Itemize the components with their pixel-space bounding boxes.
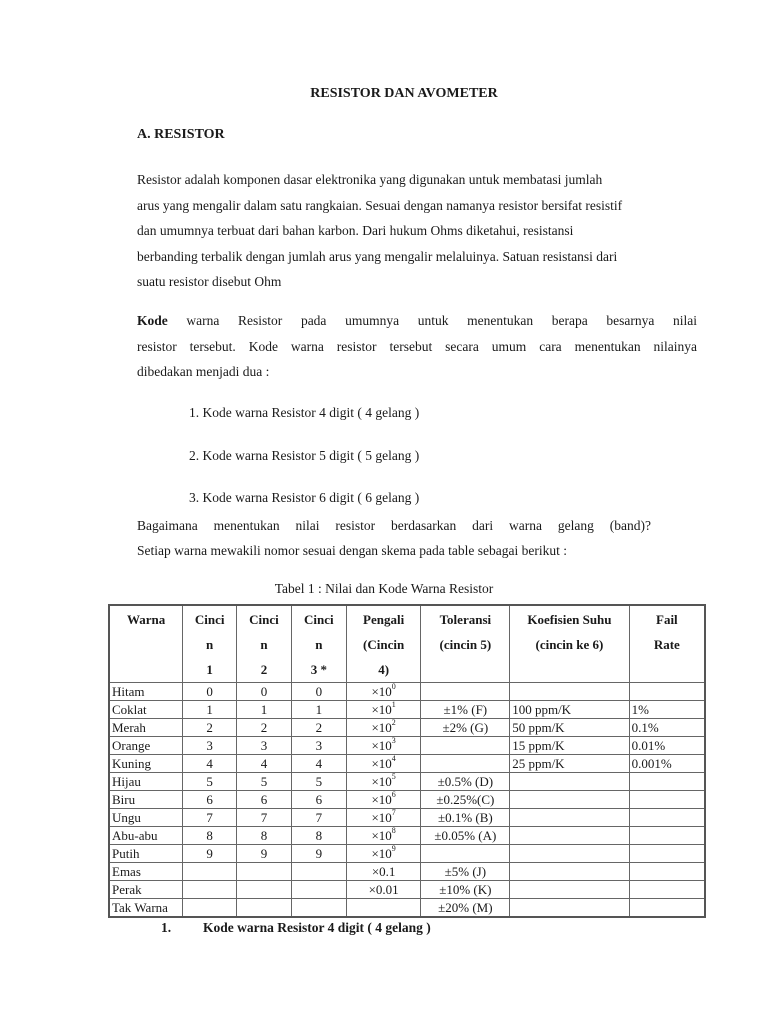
cell-koefisien-suhu bbox=[510, 791, 629, 809]
cell-cincin-2: 6 bbox=[237, 791, 292, 809]
cell-fail-rate: 1% bbox=[629, 701, 705, 719]
cell-cincin-3: 9 bbox=[291, 845, 346, 863]
resistor-color-table bbox=[108, 604, 706, 918]
cell-fail-rate bbox=[629, 791, 705, 809]
multiplier-exponent: 1 bbox=[391, 700, 396, 709]
cell-warna: Putih bbox=[109, 845, 183, 863]
multiplier-base: ×10 bbox=[371, 828, 392, 843]
cell-cincin-3 bbox=[291, 863, 346, 881]
cell-pengali bbox=[346, 683, 421, 701]
multiplier-base: ×0.1 bbox=[371, 864, 396, 879]
cell-toleransi: ±0.05% (A) bbox=[421, 827, 510, 845]
cell-pengali bbox=[346, 827, 421, 845]
cell-cincin-3: 2 bbox=[291, 719, 346, 737]
cell-cincin-2 bbox=[237, 899, 292, 918]
paragraph-line: dibedakan menjadi dua : bbox=[137, 364, 270, 379]
cell-cincin-1: 8 bbox=[183, 827, 237, 845]
cell-fail-rate bbox=[629, 899, 705, 918]
cell-cincin-3: 8 bbox=[291, 827, 346, 845]
cell-cincin-2: 8 bbox=[237, 827, 292, 845]
table-caption: Tabel 1 : Nilai dan Kode Warna Resistor bbox=[274, 581, 494, 596]
cell-toleransi: ±0.5% (D) bbox=[421, 773, 510, 791]
paragraph-color-code bbox=[137, 308, 697, 385]
cell-pengali bbox=[346, 737, 421, 755]
cell-toleransi bbox=[421, 845, 510, 863]
cell-cincin-2: 2 bbox=[237, 719, 292, 737]
table-row bbox=[109, 845, 705, 863]
cell-cincin-3 bbox=[291, 881, 346, 899]
table-row bbox=[109, 683, 705, 701]
cell-pengali bbox=[346, 899, 421, 918]
multiplier-base: ×0.01 bbox=[368, 882, 399, 897]
cell-toleransi bbox=[421, 755, 510, 773]
table-row bbox=[109, 773, 705, 791]
table-header-row bbox=[109, 605, 705, 683]
cell-toleransi: ±10% (K) bbox=[421, 881, 510, 899]
cell-koefisien-suhu bbox=[510, 773, 629, 791]
table-row bbox=[109, 827, 705, 845]
cell-pengali bbox=[346, 863, 421, 881]
multiplier-base: ×10 bbox=[371, 720, 392, 735]
cell-warna: Perak bbox=[109, 881, 183, 899]
paragraph-line: arus yang mengalir dalam satu rangkaian. Sesuai dengan namanya resistor bersifat resistif bbox=[137, 197, 623, 213]
paragraph-line: berbanding terbalik dengan jumlah arus yang mengalir melaluinya. Satuan resistansi dari bbox=[137, 248, 618, 264]
paragraph-line: Bagaimana menentukan nilai resistor berdasarkan dari warna gelang (band)? bbox=[137, 518, 651, 533]
cell-koefisien-suhu bbox=[510, 845, 629, 863]
multiplier-exponent: 0 bbox=[391, 682, 396, 691]
cell-cincin-3: 4 bbox=[291, 755, 346, 773]
paragraph-line: suatu resistor disebut Ohm bbox=[137, 274, 282, 289]
list-item: 3. Kode warna Resistor 6 digit ( 6 gelang ) bbox=[189, 490, 420, 505]
multiplier-exponent: 8 bbox=[391, 826, 396, 835]
cell-warna: Hijau bbox=[109, 773, 183, 791]
paragraph-text: warna Resistor pada umumnya untuk menentukan berapa besarnya nilai bbox=[167, 313, 697, 328]
cell-cincin-1: 0 bbox=[183, 683, 237, 701]
cell-pengali bbox=[346, 755, 421, 773]
cell-fail-rate: 0.01% bbox=[629, 737, 705, 755]
table-row bbox=[109, 791, 705, 809]
cell-cincin-2: 1 bbox=[237, 701, 292, 719]
cell-cincin-1: 9 bbox=[183, 845, 237, 863]
multiplier-base: ×10 bbox=[371, 684, 392, 699]
cell-toleransi: ±1% (F) bbox=[421, 701, 510, 719]
multiplier-base: ×10 bbox=[371, 702, 392, 717]
cell-pengali bbox=[346, 701, 421, 719]
cell-cincin-2: 9 bbox=[237, 845, 292, 863]
cell-fail-rate bbox=[629, 827, 705, 845]
cell-warna: Tak Warna bbox=[109, 899, 183, 918]
cell-cincin-1: 6 bbox=[183, 791, 237, 809]
cell-koefisien-suhu bbox=[510, 683, 629, 701]
cell-toleransi bbox=[421, 737, 510, 755]
multiplier-exponent: 9 bbox=[391, 844, 396, 853]
cell-cincin-2: 5 bbox=[237, 773, 292, 791]
header-toleransi: Toleransi (cincin 5) bbox=[421, 605, 510, 683]
cell-cincin-1: 4 bbox=[183, 755, 237, 773]
sub-heading-text: Kode warna Resistor 4 digit ( 4 gelang ) bbox=[203, 920, 431, 935]
multiplier-exponent: 2 bbox=[391, 718, 396, 727]
cell-warna: Merah bbox=[109, 719, 183, 737]
cell-warna: Coklat bbox=[109, 701, 183, 719]
table-row bbox=[109, 881, 705, 899]
cell-fail-rate bbox=[629, 863, 705, 881]
paragraph-line: resistor tersebut. Kode warna resistor tersebut secara umum cara menentukan nilainya bbox=[137, 338, 697, 354]
multiplier-exponent: 5 bbox=[391, 772, 396, 781]
header-fail-rate: Fail Rate bbox=[629, 605, 705, 683]
cell-pengali bbox=[346, 773, 421, 791]
bold-keyword: Kode bbox=[137, 313, 168, 328]
paragraph-resistor-definition bbox=[137, 167, 697, 295]
header-koefisien-suhu: Koefisien Suhu (cincin ke 6) bbox=[510, 605, 629, 683]
multiplier-base: ×10 bbox=[371, 774, 392, 789]
cell-koefisien-suhu: 25 ppm/K bbox=[510, 755, 629, 773]
cell-koefisien-suhu bbox=[510, 899, 629, 918]
multiplier-base: ×10 bbox=[371, 810, 392, 825]
header-cincin-3: Cinci n 3 * bbox=[291, 605, 346, 683]
cell-pengali bbox=[346, 809, 421, 827]
cell-cincin-2: 7 bbox=[237, 809, 292, 827]
cell-fail-rate bbox=[629, 881, 705, 899]
table-row bbox=[109, 863, 705, 881]
paragraph-intro-table bbox=[137, 513, 697, 563]
cell-cincin-1: 5 bbox=[183, 773, 237, 791]
cell-fail-rate: 0.1% bbox=[629, 719, 705, 737]
cell-toleransi bbox=[421, 683, 510, 701]
paragraph-line: Resistor adalah komponen dasar elektronika yang digunakan untuk membatasi jumlah bbox=[137, 172, 603, 187]
cell-cincin-3: 6 bbox=[291, 791, 346, 809]
multiplier-exponent: 3 bbox=[391, 736, 396, 745]
multiplier-exponent: 6 bbox=[391, 790, 396, 799]
cell-cincin-2: 0 bbox=[237, 683, 292, 701]
header-pengali: Pengali (Cincin 4) bbox=[346, 605, 421, 683]
cell-fail-rate: 0.001% bbox=[629, 755, 705, 773]
cell-koefisien-suhu: 100 ppm/K bbox=[510, 701, 629, 719]
cell-cincin-1: 3 bbox=[183, 737, 237, 755]
header-cincin-1: Cinci n 1 bbox=[183, 605, 237, 683]
multiplier-base: ×10 bbox=[371, 846, 392, 861]
cell-koefisien-suhu: 15 ppm/K bbox=[510, 737, 629, 755]
sub-heading-number: 1. bbox=[161, 920, 172, 935]
cell-cincin-1 bbox=[183, 899, 237, 918]
header-warna: Warna bbox=[109, 605, 183, 683]
cell-pengali bbox=[346, 791, 421, 809]
cell-koefisien-suhu bbox=[510, 863, 629, 881]
cell-toleransi: ±0.25%(C) bbox=[421, 791, 510, 809]
cell-warna: Orange bbox=[109, 737, 183, 755]
cell-koefisien-suhu bbox=[510, 881, 629, 899]
cell-cincin-1 bbox=[183, 863, 237, 881]
page-title: RESISTOR DAN AVOMETER bbox=[310, 86, 498, 101]
cell-cincin-1: 7 bbox=[183, 809, 237, 827]
sub-heading bbox=[161, 920, 431, 936]
cell-warna: Emas bbox=[109, 863, 183, 881]
cell-koefisien-suhu bbox=[510, 827, 629, 845]
multiplier-base: ×10 bbox=[371, 756, 392, 771]
paragraph-line bbox=[137, 308, 697, 334]
cell-cincin-1 bbox=[183, 881, 237, 899]
cell-pengali bbox=[346, 719, 421, 737]
section-heading: A. RESISTOR bbox=[137, 127, 225, 142]
paragraph-line: Setiap warna mewakili nomor sesuai dengan skema pada table sebagai berikut : bbox=[137, 543, 567, 558]
cell-toleransi: ±5% (J) bbox=[421, 863, 510, 881]
cell-cincin-3: 3 bbox=[291, 737, 346, 755]
cell-cincin-3: 5 bbox=[291, 773, 346, 791]
table-row bbox=[109, 719, 705, 737]
cell-toleransi: ±0.1% (B) bbox=[421, 809, 510, 827]
list-item: 2. Kode warna Resistor 5 digit ( 5 gelang ) bbox=[189, 448, 420, 463]
cell-cincin-3: 7 bbox=[291, 809, 346, 827]
cell-fail-rate bbox=[629, 683, 705, 701]
cell-pengali bbox=[346, 881, 421, 899]
cell-pengali bbox=[346, 845, 421, 863]
cell-fail-rate bbox=[629, 809, 705, 827]
cell-cincin-3 bbox=[291, 899, 346, 918]
cell-cincin-3: 1 bbox=[291, 701, 346, 719]
cell-fail-rate bbox=[629, 773, 705, 791]
cell-toleransi: ±20% (M) bbox=[421, 899, 510, 918]
cell-warna: Abu-abu bbox=[109, 827, 183, 845]
table-row bbox=[109, 701, 705, 719]
cell-warna: Hitam bbox=[109, 683, 183, 701]
cell-warna: Kuning bbox=[109, 755, 183, 773]
cell-cincin-3: 0 bbox=[291, 683, 346, 701]
cell-warna: Ungu bbox=[109, 809, 183, 827]
cell-fail-rate bbox=[629, 845, 705, 863]
cell-warna: Biru bbox=[109, 791, 183, 809]
cell-cincin-2: 4 bbox=[237, 755, 292, 773]
cell-cincin-2 bbox=[237, 863, 292, 881]
header-cincin-2: Cinci n 2 bbox=[237, 605, 292, 683]
cell-koefisien-suhu: 50 ppm/K bbox=[510, 719, 629, 737]
cell-cincin-1: 2 bbox=[183, 719, 237, 737]
table-row bbox=[109, 899, 705, 918]
table-row bbox=[109, 755, 705, 773]
cell-cincin-1: 1 bbox=[183, 701, 237, 719]
multiplier-exponent: 7 bbox=[391, 808, 396, 817]
list-item: 1. Kode warna Resistor 4 digit ( 4 gelang ) bbox=[189, 405, 420, 420]
table-row bbox=[109, 737, 705, 755]
multiplier-exponent: 4 bbox=[391, 754, 396, 763]
cell-cincin-2: 3 bbox=[237, 737, 292, 755]
multiplier-base: ×10 bbox=[371, 738, 392, 753]
cell-cincin-2 bbox=[237, 881, 292, 899]
cell-toleransi: ±2% (G) bbox=[421, 719, 510, 737]
table-row bbox=[109, 809, 705, 827]
multiplier-base: ×10 bbox=[371, 792, 392, 807]
cell-koefisien-suhu bbox=[510, 809, 629, 827]
paragraph-line: dan umumnya terbuat dari bahan karbon. Dari hukum Ohms diketahui, resistansi bbox=[137, 223, 574, 238]
